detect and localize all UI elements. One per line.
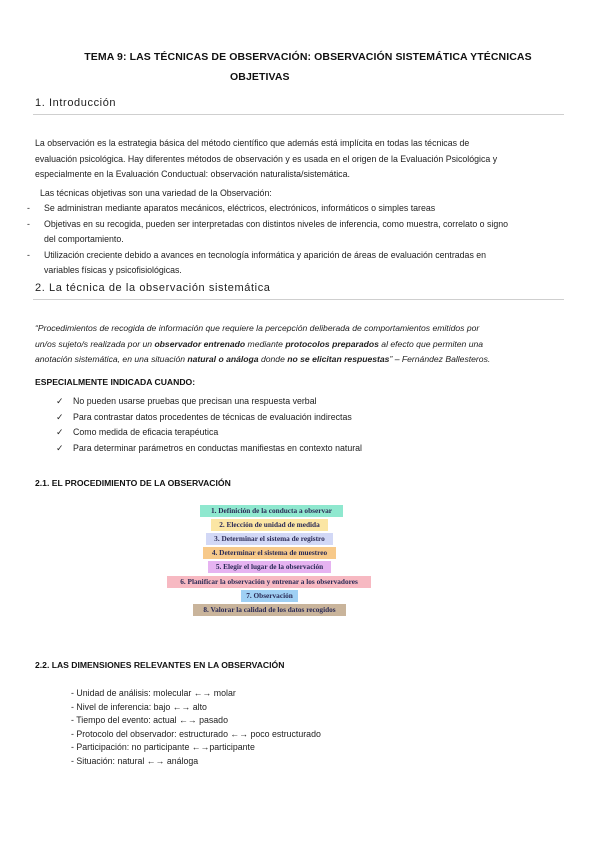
procedure-step-4: 4. Determinar el sistema de muestreo [203,547,336,559]
procedure-step-8: 8. Valorar la calidad de los datos recogidos [193,604,346,616]
list-item-text: Objetivas en su recogida, pueden ser interpretadas con distintos niveles de inferencia, como muestra, correlato o signo [44,218,509,229]
section-heading-observacion-sistematica: 2. La técnica de la observación sistemática [35,282,271,294]
dimension-item: - Situación: natural ←→ análoga [71,755,199,766]
intro-line: La observación es la estrategia básica del método científico que además está implícita en todas las técnicas de [35,138,470,148]
quote-line: anotación sistemática, en una situación natural o análoga donde no se elicitan respuestas” – Fernández Ballesteros. [35,354,491,365]
list-dash: - [27,249,30,260]
list-item [27,217,567,248]
list-item-text: Utilización creciente debido a avances en tecnología informática y aparición de áreas de evaluación centradas en [44,249,487,260]
list-item [27,201,567,217]
procedure-heading: 2.1. EL PROCEDIMIENTO DE LA OBSERVACIÓN [35,478,231,488]
procedure-step-2: 2. Elección de unidad de medida [211,519,328,531]
check-item-text: Como medida de eficacia terapéutica [73,427,219,437]
quote-line: “Procedimientos de recogida de información que requiere la percepción deliberada de comportamientos emitidos por [35,323,480,333]
section-heading-introduccion: 1. Introducción [35,97,117,109]
indicated-when-list [56,396,556,458]
page-title-line2: OBJETIVAS [230,71,290,83]
page-title: TEMA 9: LAS TÉCNICAS DE OBSERVACIÓN: OBSERVACIÓN SISTEMÁTICA YTÉCNICAS [84,51,532,63]
check-item [56,396,556,412]
check-item-text: Para contrastar datos procedentes de técnicas de evaluación indirectas [73,411,352,422]
objective-techniques-list [27,201,567,279]
check-icon: ✓ [56,442,64,453]
definition-quote [35,321,564,368]
quote-emphasis: observador entrenado [154,338,246,349]
list-item [27,248,567,279]
indicated-when-heading: ESPECIALMENTE INDICADA CUANDO: [35,377,196,387]
check-item [56,412,556,428]
check-item-text: Para determinar parámetros en conductas manifiestas en contexto natural [73,442,362,453]
quote-emphasis: natural o análoga [187,354,259,365]
section-divider [33,114,564,115]
dimension-item: - Nivel de inferencia: bajo ←→ alto [71,701,207,712]
quote-line: un/os sujeto/s realizada por un observador entrenado mediante protocolos preparados al efecto que permiten una [35,338,484,349]
check-item-text: No pueden usarse pruebas que precisan una respuesta verbal [73,396,317,406]
check-item [56,427,556,443]
list-dash: - [27,203,30,213]
list-item-text: variables físicas y psicofisiológicas. [44,265,182,275]
check-icon: ✓ [56,411,64,422]
check-icon: ✓ [56,396,64,406]
dimension-item: - Tiempo del evento: actual ←→ pasado [71,715,228,726]
section-divider [33,299,564,300]
procedure-step-3: 3. Determinar el sistema de registro [206,533,333,545]
dimensions-list [71,687,471,769]
list-item-text: Se administran mediante aparatos mecánicos, eléctricos, electrónicos, informáticos o simples tareas [44,203,436,213]
dimensions-heading: 2.2. LAS DIMENSIONES RELEVANTES EN LA OBSERVACIÓN [35,660,285,670]
intro-line: evaluación psicológica. Hay diferentes métodos de observación y es usada en el origen de la Evaluación Psicológica y [35,153,498,164]
check-item [56,443,556,459]
procedure-step-1: 1. Definición de la conducta a observar [200,505,343,517]
objective-techniques-intro: Las técnicas objetivas son una variedad de la Observación: [40,188,272,198]
intro-line: especialmente en la Evaluación Conductual: observación naturalista/sistemática. [35,169,350,179]
list-item-text: del comportamiento. [44,234,124,244]
check-icon: ✓ [56,427,64,437]
dimension-item: - Protocolo del observador: estructurado ←→ poco estructurado [71,728,321,739]
quote-emphasis: no se elicitan respuestas [287,354,390,365]
procedure-step-5: 5. Elegir el lugar de la observación [208,561,331,573]
procedure-step-7: 7. Observación [241,590,298,602]
list-dash: - [27,218,30,229]
dimension-item: - Participación: no participante ←→participante [71,742,255,753]
dimension-item: - Unidad de análisis: molecular ←→ molar [71,688,236,698]
intro-paragraph [35,136,564,183]
quote-emphasis: protocolos preparados [285,338,379,349]
procedure-step-6: 6. Planificar la observación y entrenar a los observadores [167,576,371,588]
